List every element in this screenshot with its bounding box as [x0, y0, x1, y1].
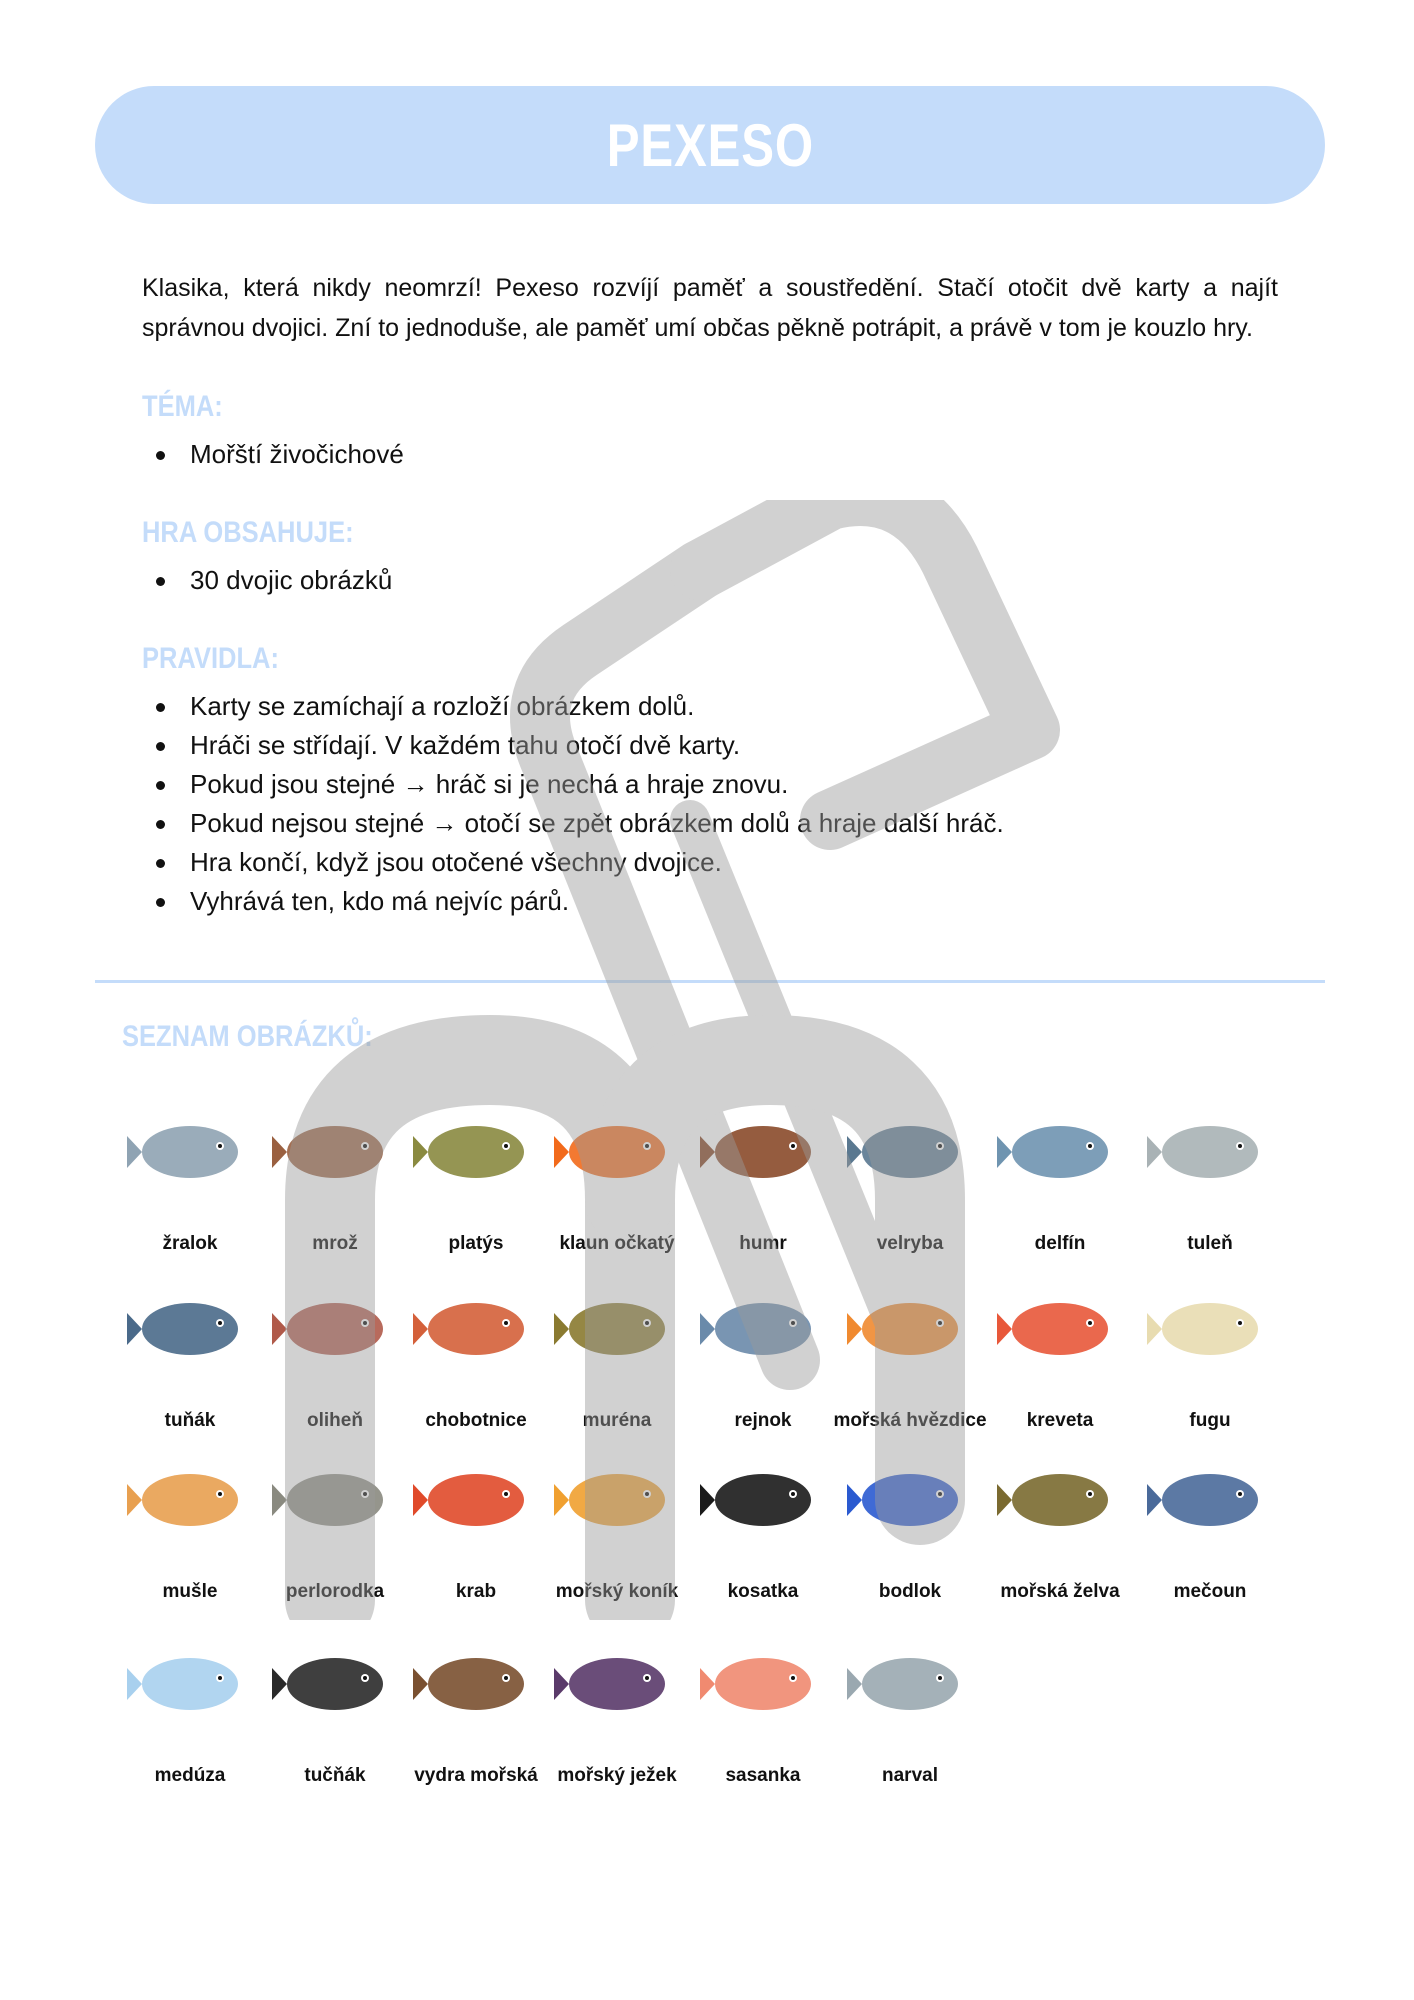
page-title: PEXESO [606, 111, 814, 179]
animal-card [1135, 1095, 1285, 1265]
animal-label: platýs [448, 1233, 504, 1254]
animal-label: tuleň [1187, 1233, 1233, 1254]
swordfish-icon [1135, 1443, 1285, 1553]
animal-label: mušle [162, 1581, 218, 1602]
animal-label: bodlok [878, 1581, 942, 1602]
crab-icon [401, 1443, 551, 1553]
animal-label: fugu [1189, 1410, 1231, 1431]
animal-card [835, 1095, 985, 1265]
animal-label: mořský koník [555, 1581, 679, 1602]
animal-label: perlorodka [285, 1581, 385, 1602]
octopus-icon [401, 1272, 551, 1382]
animal-card [835, 1627, 985, 1797]
animal-card [115, 1627, 265, 1797]
animal-card [542, 1443, 692, 1613]
animal-card [401, 1443, 551, 1613]
orca-icon [688, 1443, 838, 1553]
animal-label: vydra mořská [414, 1765, 538, 1786]
list-item: Pokud jsou stejné → hráč si je nechá a hraje znovu. [142, 765, 1004, 804]
anemone-icon [688, 1627, 838, 1737]
dolphin-icon [985, 1095, 1135, 1205]
list-pravidla [142, 687, 1004, 921]
intro-paragraph: Klasika, která nikdy neomrzí! Pexeso rozvíjí paměť a soustředění. Stačí otočit dvě karty a najít správnou dvojici. Zní to jednoduše, ale paměť umí občas pěkně potrápit, a právě v tom je kouzlo hry. [142, 274, 1278, 342]
moray-eel-icon [542, 1272, 692, 1382]
sea-urchin-icon [542, 1627, 692, 1737]
penguin-icon [260, 1627, 410, 1737]
walrus-icon [260, 1095, 410, 1205]
animal-label: muréna [582, 1410, 652, 1431]
shrimp-icon [985, 1272, 1135, 1382]
animal-label: tučňák [304, 1765, 366, 1786]
animal-label: mrož [312, 1233, 358, 1254]
animal-card [1135, 1272, 1285, 1442]
list-item: Vyhrává ten, kdo má nejvíc párů. [142, 882, 1004, 921]
sea-turtle-icon [985, 1443, 1135, 1553]
list-tema [142, 435, 404, 474]
animal-card [542, 1627, 692, 1797]
list-item: 30 dvojic obrázků [142, 561, 392, 600]
animal-label: mečoun [1173, 1581, 1247, 1602]
jellyfish-icon [115, 1627, 265, 1737]
animal-card [688, 1627, 838, 1797]
list-item: Mořští živočichové [142, 435, 404, 474]
lobster-icon [688, 1095, 838, 1205]
animal-label: klaun očkatý [559, 1233, 675, 1254]
heading-tema: TÉMA: [142, 390, 223, 423]
seahorse-icon [542, 1443, 692, 1553]
stingray-icon [688, 1272, 838, 1382]
oyster-pearl-icon [260, 1443, 410, 1553]
animal-card [401, 1627, 551, 1797]
animal-card [542, 1095, 692, 1265]
list-obsah [142, 561, 392, 600]
scallop-shell-icon [115, 1443, 265, 1553]
heading-pravidla: PRAVIDLA: [142, 642, 279, 675]
animal-label: tuňák [164, 1410, 216, 1431]
animal-label: krab [455, 1581, 497, 1602]
animal-label: narval [882, 1765, 938, 1786]
section-divider [95, 980, 1325, 983]
whale-icon [835, 1095, 985, 1205]
sea-otter-icon [401, 1627, 551, 1737]
animal-label: mořská želva [1000, 1581, 1120, 1602]
list-item: Hra končí, když jsou otočené všechny dvojice. [142, 843, 1004, 882]
list-item: Pokud nejsou stejné → otočí se zpět obrázkem dolů a hraje další hráč. [142, 804, 1004, 843]
animal-card [260, 1095, 410, 1265]
animal-card [985, 1443, 1135, 1613]
starfish-icon [835, 1272, 985, 1382]
animal-card [688, 1095, 838, 1265]
animal-label: chobotnice [425, 1410, 527, 1431]
blue-tang-icon [835, 1443, 985, 1553]
animal-card [985, 1095, 1135, 1265]
pufferfish-icon [1135, 1272, 1285, 1382]
animal-card [835, 1272, 985, 1442]
animal-label: mořský ježek [557, 1765, 677, 1786]
animal-card [688, 1272, 838, 1442]
animal-card [260, 1443, 410, 1613]
animal-label: kreveta [1026, 1410, 1094, 1431]
animal-card [401, 1095, 551, 1265]
animal-label: mořská hvězdice [833, 1410, 987, 1431]
animal-label: velryba [876, 1233, 944, 1254]
tuna-icon [115, 1272, 265, 1382]
list-item: Karty se zamíchají a rozloží obrázkem dolů. [142, 687, 1004, 726]
animal-card [115, 1443, 265, 1613]
animal-label: medúza [154, 1765, 226, 1786]
title-banner [95, 86, 1325, 204]
animal-card [1135, 1443, 1285, 1613]
animal-card [115, 1272, 265, 1442]
animal-card [115, 1095, 265, 1265]
list-item: Hráči se střídají. V každém tahu otočí dvě karty. [142, 726, 1004, 765]
animal-label: kosatka [727, 1581, 799, 1602]
animal-card [835, 1443, 985, 1613]
narwhal-icon [835, 1627, 985, 1737]
seal-icon [1135, 1095, 1285, 1205]
animal-label: oliheň [307, 1410, 363, 1431]
shark-icon [115, 1095, 265, 1205]
animal-card [542, 1272, 692, 1442]
animal-card [260, 1627, 410, 1797]
squid-icon [260, 1272, 410, 1382]
animal-label: humr [739, 1233, 787, 1254]
animal-card [260, 1272, 410, 1442]
heading-obsah: HRA OBSAHUJE: [142, 516, 354, 549]
animal-label: rejnok [734, 1410, 792, 1431]
animal-card [401, 1272, 551, 1442]
animal-label: sasanka [725, 1765, 801, 1786]
heading-seznam: SEZNAM OBRÁZKŮ: [122, 1020, 373, 1053]
clownfish-icon [542, 1095, 692, 1205]
animal-label: delfín [1034, 1233, 1086, 1254]
animal-card [985, 1272, 1135, 1442]
animal-card [688, 1443, 838, 1613]
animal-label: žralok [162, 1233, 218, 1254]
flounder-icon [401, 1095, 551, 1205]
